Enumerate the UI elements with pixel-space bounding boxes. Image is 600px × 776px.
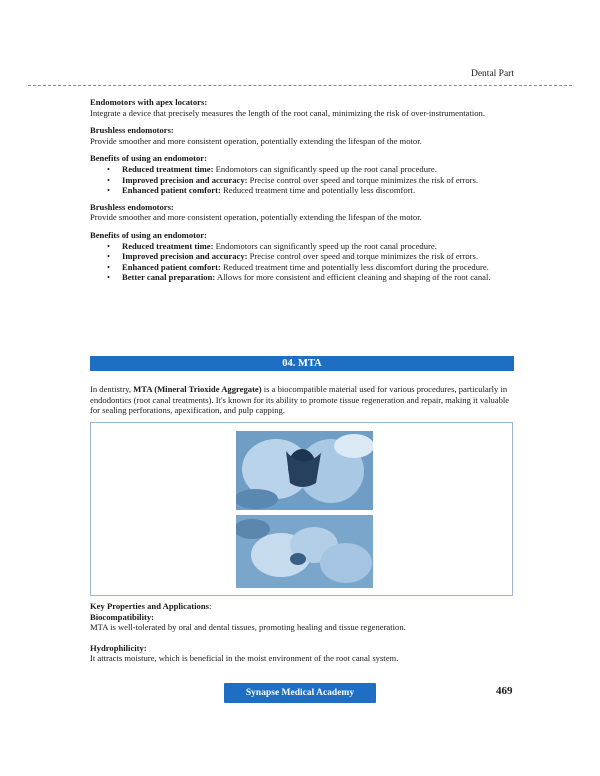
running-header: Dental Part bbox=[470, 69, 514, 79]
key-properties-heading: Key Properties and Applications: bbox=[90, 601, 212, 611]
brushless-block-1 bbox=[90, 125, 514, 146]
benefits-list-2 bbox=[90, 241, 514, 283]
brushless-text-1: Provide smoother and more consistent operation, potentially extending the lifespan of the motor. bbox=[90, 135, 422, 146]
clinical-image-frame bbox=[90, 422, 513, 596]
benefits-heading-2: Benefits of using an endomotor: bbox=[90, 229, 207, 240]
list-item: • Improved precision and accuracy: Precise control over speed and torque minimizes the risk of errors. bbox=[122, 175, 514, 186]
apex-locator-heading: Endomotors with apex locators: bbox=[90, 97, 208, 107]
biocompatibility-heading: Biocompatibility: bbox=[90, 611, 154, 622]
list-item: • Reduced treatment time: Endomotors can significantly speed up the root canal procedure. bbox=[122, 164, 514, 175]
brushless-heading-1: Brushless endomotors: bbox=[90, 125, 174, 136]
apex-locator-block bbox=[90, 97, 514, 118]
benefits-block-2 bbox=[90, 230, 514, 283]
mta-intro-paragraph: In dentistry, MTA (Mineral Trioxide Aggregate) is a biocompatible material used for various procedures, particularly in endodontics (root canal treatments). It's known for its ability to promote tissue regeneration and repair, making it valuable for sealing perforations, apexification, and pulp capping. bbox=[90, 384, 510, 416]
key-properties bbox=[90, 601, 514, 664]
brushless-text-2: Provide smoother and more consistent operation, potentially extending the lifespan of the motor. bbox=[90, 212, 422, 223]
brushless-block-2 bbox=[90, 202, 514, 223]
page-number: 469 bbox=[496, 685, 513, 697]
hydrophilicity-heading: Hydrophilicity: bbox=[90, 642, 147, 653]
list-item: • Enhanced patient comfort: Reduced treatment time and potentially less discomfort during the procedure. bbox=[122, 262, 514, 273]
header-divider bbox=[28, 85, 572, 86]
list-item: • Enhanced patient comfort: Reduced treatment time and potentially less discomfort. bbox=[122, 185, 514, 196]
hydrophilicity-text: It attracts moisture, which is beneficial in the moist environment of the root canal system. bbox=[90, 653, 399, 664]
list-item: • Improved precision and accuracy: Precise control over speed and torque minimizes the risk of errors. bbox=[122, 251, 514, 262]
benefits-heading-1: Benefits of using an endomotor: bbox=[90, 153, 207, 164]
benefits-list-1 bbox=[90, 164, 514, 196]
apex-locator-text: Integrate a device that precisely measures the length of the root canal, minimizing the risk of over-instrumentation. bbox=[90, 107, 486, 118]
section-title-bar: 04. MTA bbox=[90, 356, 514, 371]
tooth-photo-bottom bbox=[236, 515, 373, 588]
list-item: • Better canal preparation: Allows for more consistent and efficient cleaning and shaping of the root canal. bbox=[122, 272, 514, 283]
list-item: • Reduced treatment time: Endomotors can significantly speed up the root canal procedure. bbox=[122, 241, 514, 252]
endomotor-content bbox=[90, 97, 514, 290]
benefits-block-1 bbox=[90, 153, 514, 195]
brushless-heading-2: Brushless endomotors: bbox=[90, 201, 174, 212]
tooth-photo-top bbox=[236, 431, 373, 510]
biocompatibility-text: MTA is well-tolerated by oral and dental tissues, promoting healing and tissue regeneration. bbox=[90, 622, 406, 633]
academy-brand-badge: Synapse Medical Academy bbox=[224, 683, 376, 703]
